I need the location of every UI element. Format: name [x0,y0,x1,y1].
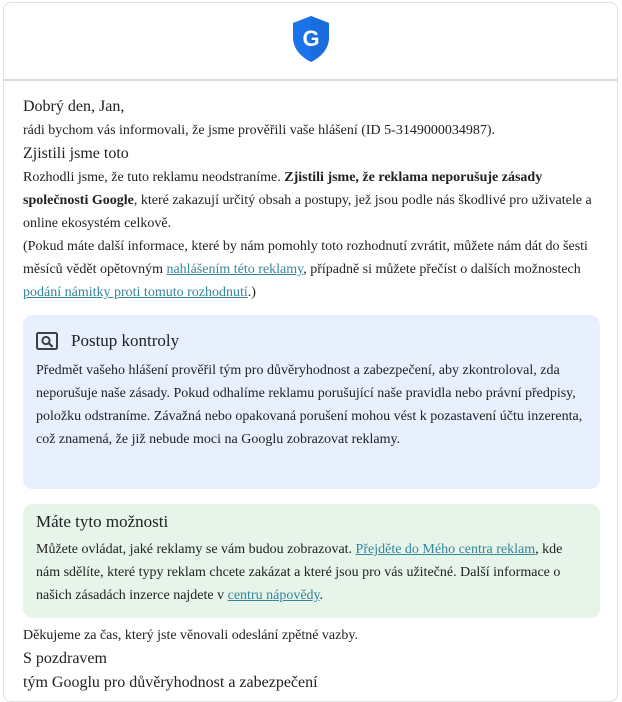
intro-text: rádi bychom vás informovali, že jsme prověřili vaše hlášení (ID 5-3149000034987). [23,123,495,138]
report-ad-again-link[interactable]: nahlášením této reklamy [166,262,304,277]
review-process-title-text: Postup kontroly [71,331,180,350]
google-shield-logo-icon [291,15,331,68]
options-title-text: Máte tyto možnosti [36,512,169,531]
regards-text: S pozdravem [23,650,107,667]
appeal-text-part: .) [247,285,256,300]
header-divider [4,79,617,81]
greeting: Dobrý den, Jan, [23,98,125,115]
email-header [4,3,617,79]
findings-text-part: Rozhodli jsme, že tuto reklamu neodstraníme. [23,170,285,185]
help-center-link[interactable]: centru nápovědy [227,588,320,603]
options-text [36,538,587,607]
options-box [23,504,600,618]
my-ad-center-link[interactable]: Přejděte do Mého centra reklam [355,542,536,557]
options-text-part: Můžete ovládat, jaké reklamy se vám budou zobrazovat. [36,542,356,557]
review-process-box [23,315,600,489]
signature-text: tým Googlu pro důvěryhodnost a zabezpečení [23,674,318,691]
magnifier-icon [36,332,58,350]
appeal-text-part: , případně si můžete přečíst o dalších možnostech [303,262,581,277]
options-text-part: . [319,588,324,603]
thanks-text: Děkujeme za čas, který jste věnovali odeslání zpětné vazby. [23,628,358,643]
findings-bold-text: Zjistili jsme, že reklama neporušuje zásady společnosti Google [23,170,543,208]
review-process-title [36,329,586,353]
email-body [23,95,600,695]
logo-letter: G [301,25,320,51]
appeal-text [23,235,600,304]
options-title [36,510,587,534]
email-container [3,2,618,702]
findings-text-part: , které zakazují určitý obsah a postupy, jež jsou podle nás škodlivé pro uživatele a online ekosystém celkově. [23,193,592,231]
findings-text [23,166,600,235]
review-process-text: Předmět vašeho hlášení prověřil tým pro důvěryhodnost a zabezpečení, aby zkontroloval, zda neporušuje naše zásady. Pokud odhalíme reklamu porušující naše pravidla nebo právní předpisy, položku odstraníme. Závažná nebo opakovaná porušení mohou vést k pozastavení účtu inzerenta, což znamená, že již nebude moci na Googlu zobrazovat reklamy. [36,363,583,447]
appeal-text-part: (Pokud máte další informace, které by nám pomohly toto rozhodnutí zvrátit, můžete nám dát do šesti měsíců vědět opětovným [23,239,588,277]
options-text-part: , kde nám sdělíte, které typy reklam chcete zakázat a které jsou pro vás užitečné. Další informace o našich zásadách inzerce najdete v [36,542,563,603]
findings-heading: Zjistili jsme toto [23,145,129,162]
appeal-decision-link[interactable]: podání námitky proti tomuto rozhodnutí [23,285,248,300]
